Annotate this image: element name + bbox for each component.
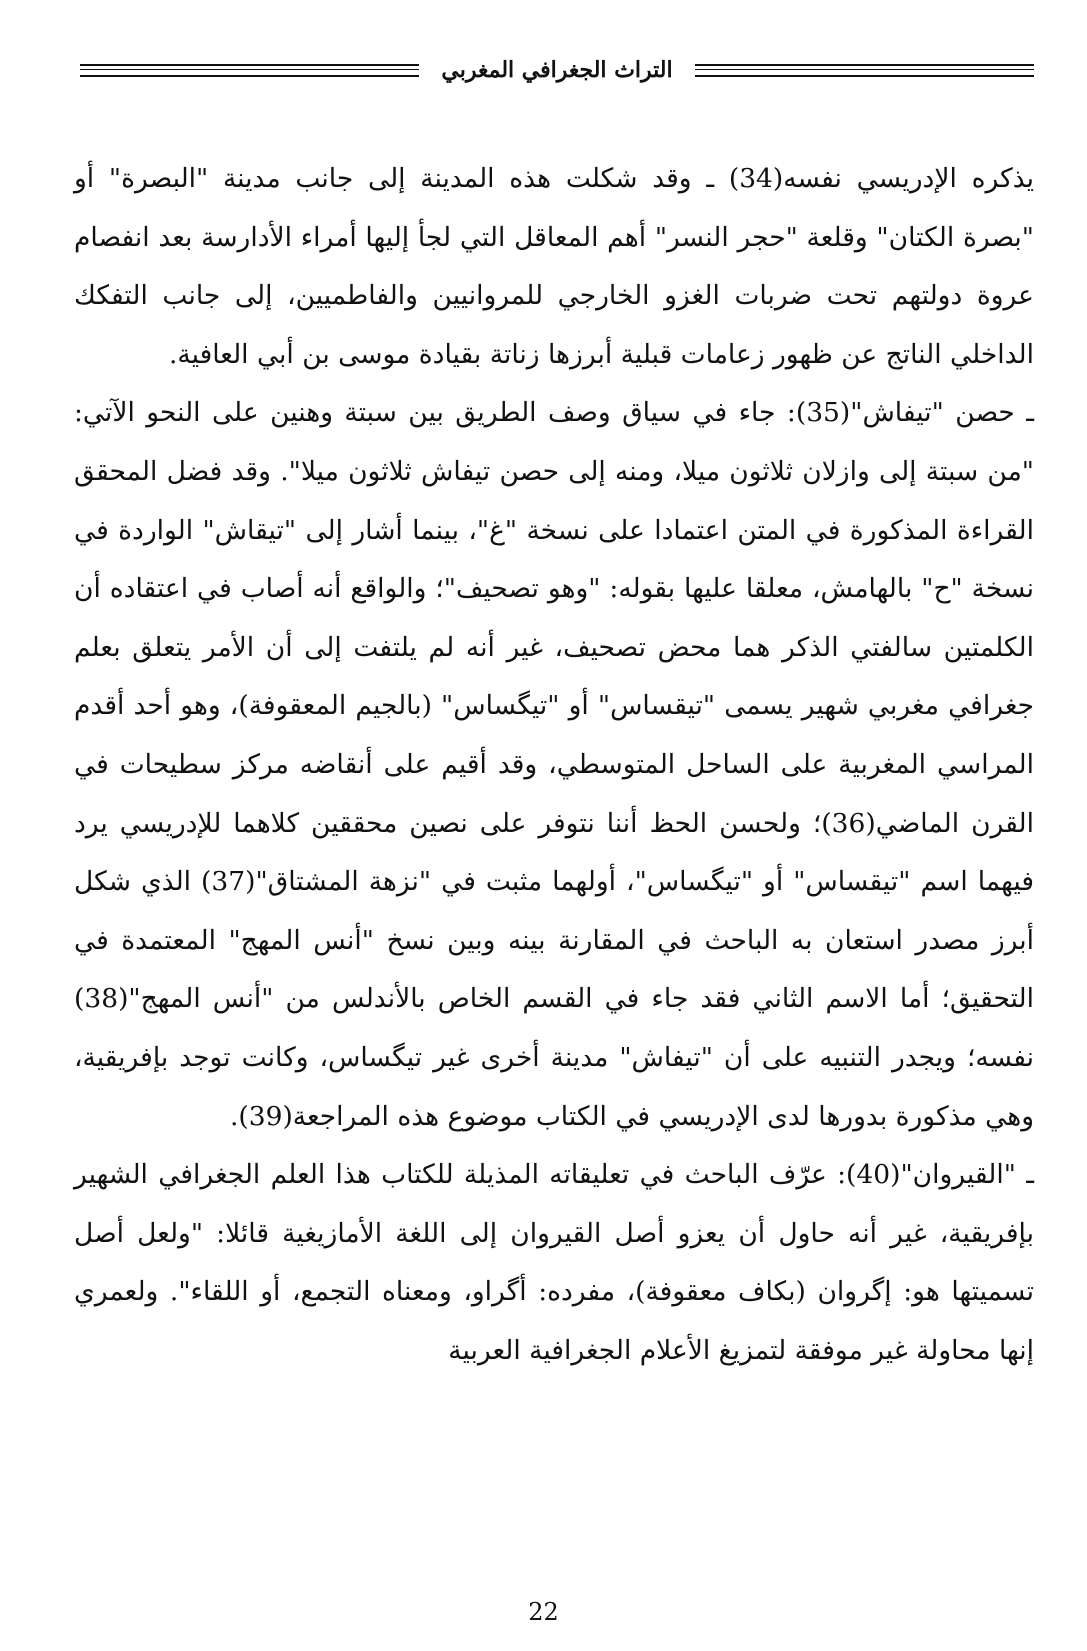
page-number: 22 [528,1598,559,1626]
paragraph-1: يذكره الإدريسي نفسه(34) ـ وقد شكلت هذه المدينة إلى جانب مدينة "البصرة" أو "بصرة الكتان" وقلعة "حجر النسر" أهم المعاقل التي لجأ إليها أمراء الأدارسة بعد انفصام عروة دولتهم تحت ضربات الغزو الخارجي للمروانيين والفاطميين، إلى جانب التفكك الداخلي الناتج عن ظهور زعامات قبلية أبرزها زناتة بقيادة موسى بن أبي العافية. [74,163,1034,370]
header-title: التراث الجغرافي المغربي [441,57,673,83]
header-rule-left [80,64,419,77]
running-header [80,52,1034,88]
header-rule-right [695,64,1034,77]
paragraph-3: ـ "القيروان"(40): عرّف الباحث في تعليقاته المذيلة للكتاب هذا العلم الجغرافي الشهير بإفريقية، غير أنه حاول أن يعزو أصل القيروان إلى اللغة الأمازيغية قائلا: "ولعل أصل تسميتها هو: إگروان (بكاف معقوفة)، مفرده: أگراو، ومعناه التجمع، أو اللقاء". ولعمري إنها محاولة غير موفقة لتمزيغ الأعلام الجغرافية العربية [74,1159,1034,1366]
paragraph-2: ـ حصن "تيفاش"(35): جاء في سياق وصف الطريق بين سبتة وهنين على النحو الآتي: "من سبتة إلى وازلان ثلاثون ميلا، ومنه إلى حصن تيفاش ثلاثون ميلا". وقد فضل المحقق القراءة المذكورة في المتن اعتمادا على نسخة "غ"، بينما أشار إلى "تيقاش" الواردة في نسخة "ح" بالهامش، معلقا عليها بقوله: "وهو تصحيف"؛ والواقع أنه أصاب في اعتقاده أن الكلمتين سالفتي الذكر هما محض تصحيف، غير أنه لم يلتفت إلى أن الأمر يتعلق بعلم جغرافي مغربي شهير يسمى "تيقساس" أو "تيگساس" (بالجيم المعقوفة)، وهو أحد أقدم المراسي المغربية على الساحل المتوسطي، وقد أقيم على أنقاضه مركز سطيحات في القرن الماضي(36)؛ ولحسن الحظ أننا نتوفر على نصين محققين كلاهما للإدريسي يرد فيهما اسم "تيقساس" أو "تيگساس"، أولهما مثبت في "نزهة المشتاق"(37) الذي شكل أبرز مصدر استعان به الباحث في المقارنة بينه وبين نسخ "أنس المهج" المعتمدة في التحقيق؛ أما الاسم الثاني فقد جاء في القسم الخاص بالأندلس من "أنس المهج"(38) نفسه؛ ويجدر التنبيه على أن "تيفاش" مدينة أخرى غير تيگساس، وكانت توجد بإفريقية، وهي مذكورة بدورها لدى الإدريسي في الكتاب موضوع هذه المراجعة(39). [74,397,1035,1132]
body-text [74,150,1034,1380]
